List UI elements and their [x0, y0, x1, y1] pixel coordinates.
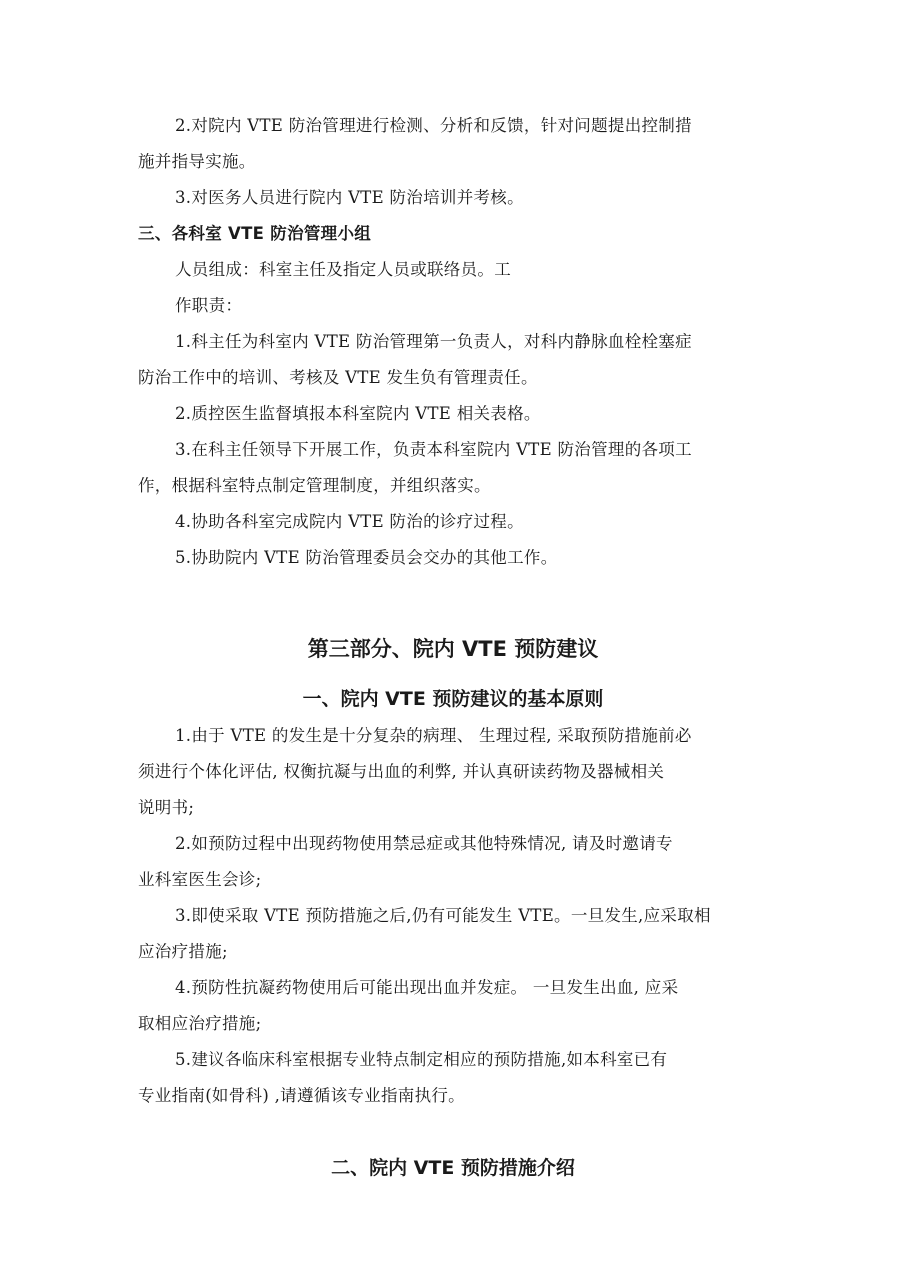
paragraph-line: 施并指导实施。: [138, 152, 256, 171]
part-title: 第三部分、院内 VTE 预防建议: [307, 637, 599, 661]
section-title: 一、院内 VTE 预防建议的基本原则: [302, 688, 604, 710]
paragraph-line: 业科室医生会诊;: [138, 870, 262, 889]
paragraph-line: 1.科主任为科室内 VTE 防治管理第一负责人，对科内静脉血栓栓塞症: [175, 332, 692, 351]
paragraph-line: 5.建议各临床科室根据专业特点制定相应的预防措施,如本科室已有: [175, 1050, 668, 1069]
paragraph-line: 2.如预防过程中出现药物使用禁忌症或其他特殊情况, 请及时邀请专: [175, 834, 673, 853]
paragraph-line: 应治疗措施;: [138, 942, 228, 961]
paragraph-line: 2.对院内 VTE 防治管理进行检测、分析和反馈，针对问题提出控制措: [175, 116, 692, 135]
paragraph-line: 作职责：: [175, 296, 243, 315]
paragraph-line: 5.协助院内 VTE 防治管理委员会交办的其他工作。: [175, 548, 558, 567]
paragraph-line: 防治工作中的培训、考核及 VTE 发生负有管理责任。: [138, 368, 538, 387]
paragraph-line: 3.即使采取 VTE 预防措施之后,仍有可能发生 VTE。一旦发生,应采取相: [175, 906, 711, 925]
paragraph-line: 专业指南(如骨科) ,请遵循该专业指南执行。: [138, 1086, 465, 1105]
paragraph-line: 3.对医务人员进行院内 VTE 防治培训并考核。: [175, 188, 524, 207]
paragraph-line: 须进行个体化评估, 权衡抗凝与出血的利弊, 并认真研读药物及器械相关: [138, 762, 665, 781]
paragraph-line: 说明书;: [138, 798, 195, 817]
paragraph-line: 3.在科主任领导下开展工作，负责本科室院内 VTE 防治管理的各项工: [175, 440, 692, 459]
paragraph-line: 4.协助各科室完成院内 VTE 防治的诊疗过程。: [175, 512, 524, 531]
paragraph-line: 人员组成：科室主任及指定人员或联络员。工: [175, 260, 511, 279]
paragraph-line: 4.预防性抗凝药物使用后可能出现出血并发症。 一旦发生出血, 应采: [175, 978, 679, 997]
paragraph-line: 作，根据科室特点制定管理制度，并组织落实。: [138, 476, 491, 495]
paragraph-line: 取相应治疗措施;: [138, 1014, 262, 1033]
section-heading: 三、各科室 VTE 防治管理小组: [138, 224, 372, 243]
paragraph-line: 1.由于 VTE 的发生是十分复杂的病理、 生理过程, 采取预防措施前必: [175, 726, 692, 745]
paragraph-line: 2.质控医生监督填报本科室院内 VTE 相关表格。: [175, 404, 541, 423]
section-title: 二、院内 VTE 预防措施介绍: [331, 1157, 575, 1179]
